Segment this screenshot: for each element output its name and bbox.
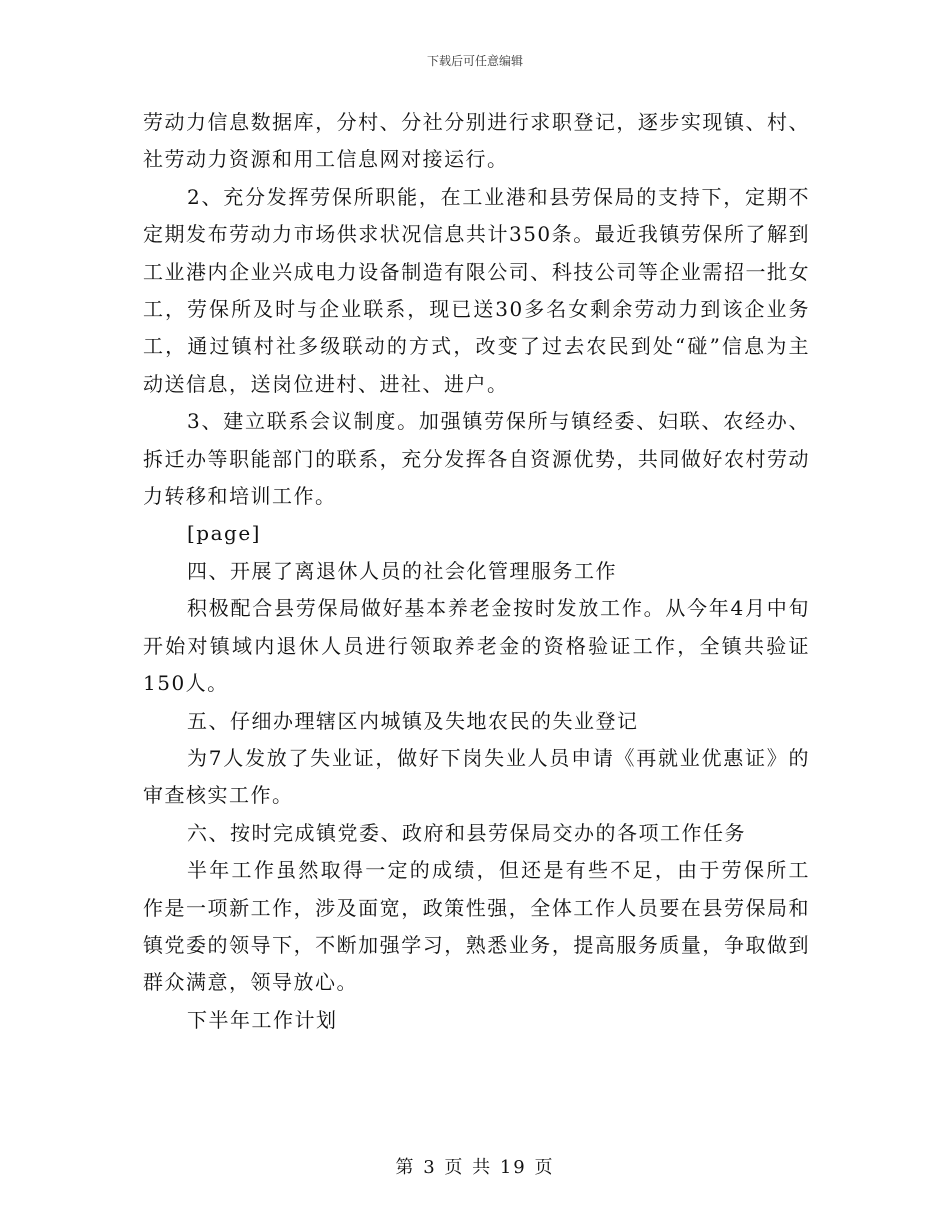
paragraph-2: 2、充分发挥劳保所职能，在工业港和县劳保局的支持下，定期不定期发布劳动力市场供求状况信息共计350条。最近我镇劳保所了解到工业港内企业兴成电力设备制造有限公司、科技公司等企业需招一批女工，劳保所及时与企业联系，现已送30多名女剩余劳动力到该企业务工，通过镇村社多级联动的方式，改变了过去农民到处“碰”信息为主动送信息，送岗位进村、进社、进户。: [143, 184, 810, 396]
paragraph-3: 3、建立联系会议制度。加强镇劳保所与镇经委、妇联、农经办、拆迁办等职能部门的联系，充分发挥各自资源优势，共同做好农村劳动力转移和培训工作。: [143, 409, 810, 509]
paragraph-7: 半年工作虽然取得一定的成绩，但还是有些不足，由于劳保所工作是一项新工作，涉及面宽，政策性强，全体工作人员要在县劳保局和镇党委的领导下，不断加强学习，熟悉业务，提高服务质量，争取做到群众满意，领导放心。: [143, 858, 810, 995]
paragraph-5: 积极配合县劳保局做好基本养老金按时发放工作。从今年4月中旬开始对镇域内退休人员进行领取养老金的资格验证工作，全镇共验证150人。: [143, 596, 810, 696]
document-body: [143, 104, 810, 1039]
paragraph-6: 为7人发放了失业证，做好下岗失业人员申请《再就业优惠证》的审查核实工作。: [143, 745, 810, 808]
section-heading-6: 六、按时完成镇党委、政府和县劳保局交办的各项工作任务: [187, 820, 746, 845]
paragraph-1: 劳动力信息数据库，分村、分社分别进行求职登记，逐步实现镇、村、社劳动力资源和用工信息网对接运行。: [143, 110, 810, 172]
section-heading-4: 四、开展了离退休人员的社会化管理服务工作: [187, 558, 617, 583]
page-header: 下载后可任意编辑: [426, 54, 523, 68]
section-heading-plan: 下半年工作计划: [187, 1007, 338, 1032]
page-marker: [page]: [187, 521, 261, 546]
page-footer: 第 3 页 共 19 页: [395, 1157, 555, 1178]
section-heading-5: 五、仔细办理辖区内城镇及失地农民的失业登记: [187, 708, 639, 733]
